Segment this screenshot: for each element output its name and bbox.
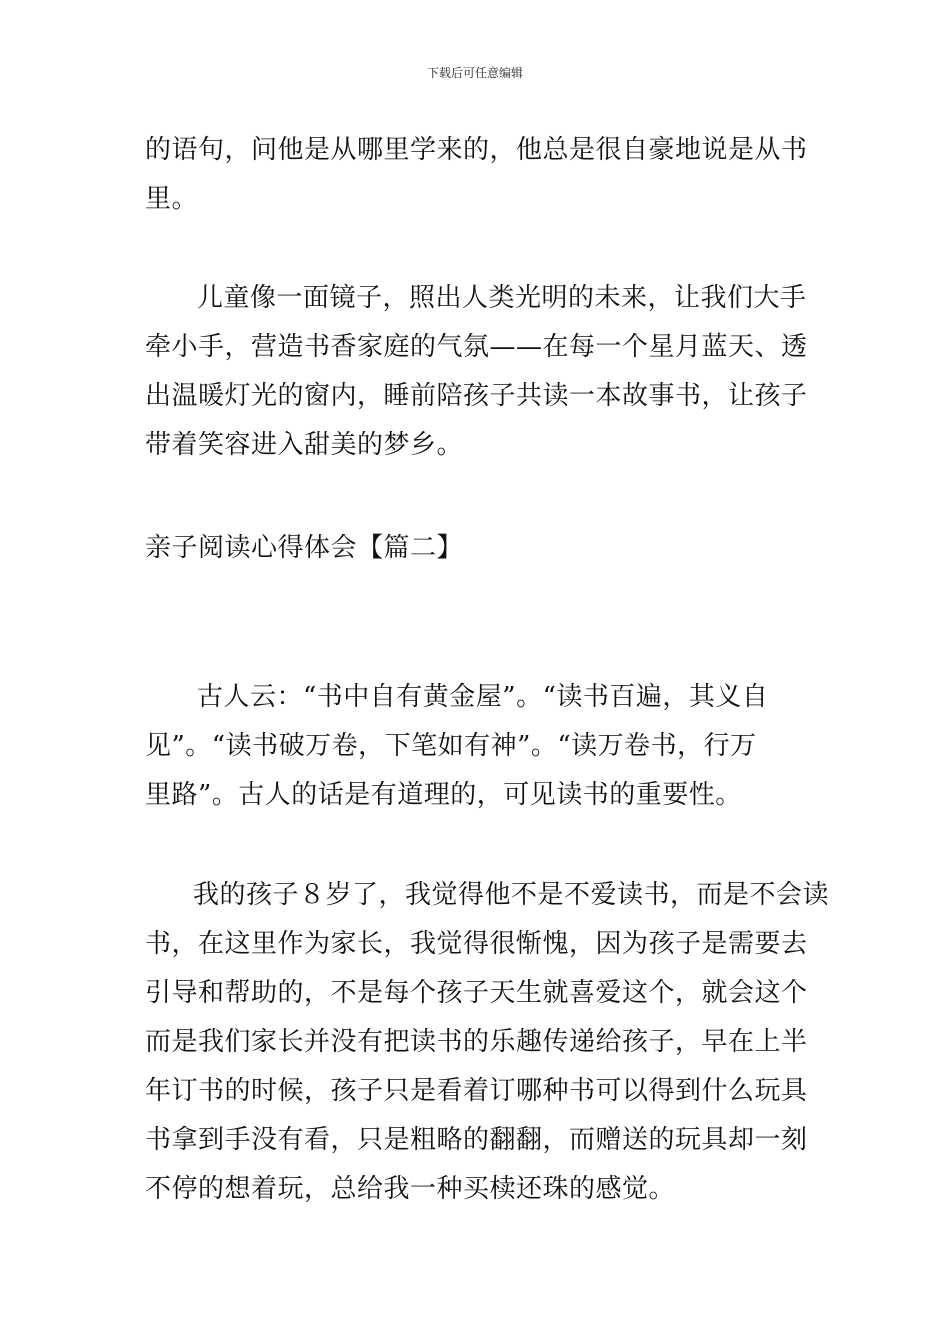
text-line: 出温暖灯光的窗内，睡前陪孩子共读一本故事书，让孩子 — [145, 381, 808, 411]
text-line: 里。 — [145, 184, 199, 214]
text-line: 儿童像一面镜子，照出人类光明的未来，让我们大手 — [197, 283, 807, 313]
paragraph-continuation — [145, 126, 808, 224]
text-line: 书拿到手没有看，只是粗略的翻翻，而赠送的玩具却一刻 — [145, 1125, 808, 1155]
text-line: 书，在这里作为家长，我觉得很惭愧，因为孩子是需要去 — [145, 929, 808, 959]
text-line: 带着笑容进入甜美的梦乡。 — [145, 430, 464, 460]
page-header: 下载后可任意编辑 — [426, 66, 523, 80]
text-line: 牵小手，营造书香家庭的气氛——在每一个星月蓝天、透 — [145, 332, 808, 362]
text-line: 古人云：“书中自有黄金屋”。“读书百遍，其义自 — [197, 682, 769, 712]
text-line: 年订书的时候，孩子只是看着订哪种书可以得到什么玩具 — [145, 1076, 808, 1106]
paragraph-my-child — [145, 871, 829, 1214]
text-line: 引导和帮助的，不是每个孩子天生就喜爱这个，就会这个 — [145, 978, 808, 1008]
text-line: 的语句，问他是从哪里学来的，他总是很自豪地说是从书 — [145, 135, 808, 165]
text-line: 不停的想着玩，总给我一种买椟还珠的感觉。 — [145, 1174, 676, 1204]
section-heading: 亲子阅读心得体会【篇二】 — [145, 533, 464, 563]
paragraph-mirror — [145, 274, 808, 470]
paragraph-ancients — [145, 673, 768, 820]
text-line: 我的孩子８岁了，我觉得他不是不爱读书，而是不会读 — [193, 880, 830, 910]
text-line: 里路”。古人的话是有道理的，可见读书的重要性。 — [145, 780, 742, 810]
text-line: 见”。“读书破万卷，下笔如有神”。“读万卷书，行万 — [145, 731, 757, 761]
text-line: 而是我们家长并没有把读书的乐趣传递给孩子，早在上半 — [145, 1027, 808, 1057]
